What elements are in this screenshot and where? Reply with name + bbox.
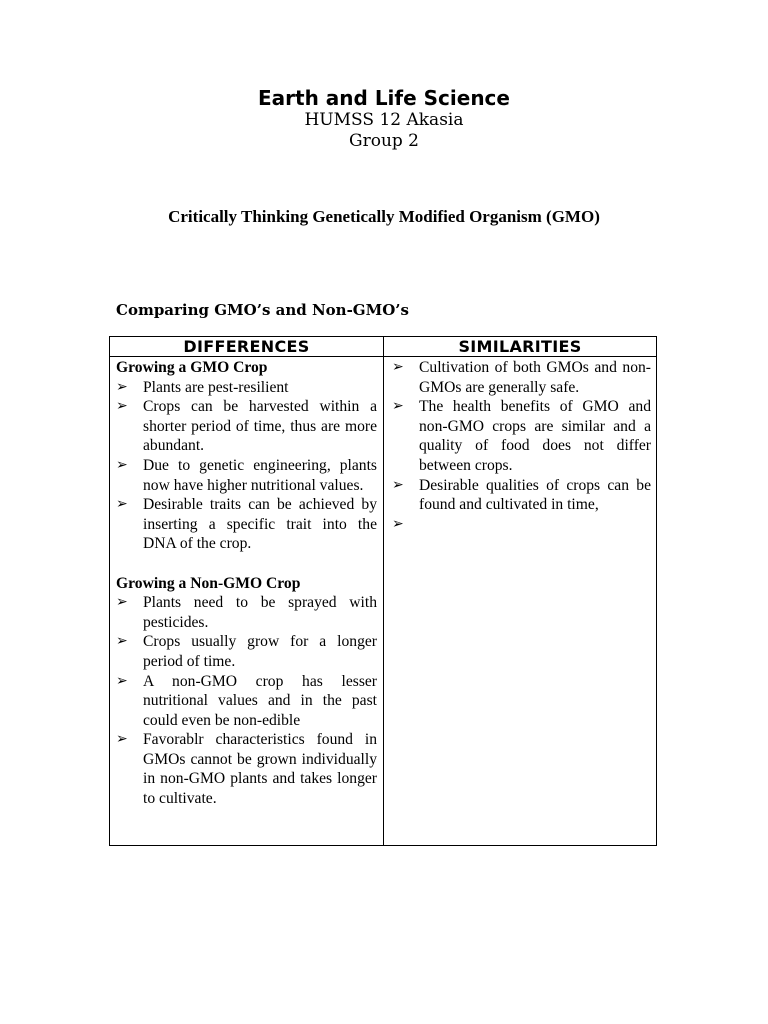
arrow-bullet-icon: ➢ — [116, 732, 128, 748]
list-item: ➢ Plants are pest-resilient — [116, 378, 289, 396]
arrow-bullet-icon: ➢ — [392, 360, 404, 375]
column-divider — [383, 337, 384, 845]
differences-header: DIFFERENCES — [183, 337, 310, 356]
arrow-bullet-icon: ➢ — [116, 399, 128, 415]
differences-cell — [116, 358, 377, 809]
list-item: ➢ Cultivation of both GMOs and non-GMOs are generally safe. — [392, 359, 651, 396]
list-item: ➢ Crops usually grow for a longer period of time. — [116, 633, 377, 670]
arrow-bullet-icon: ➢ — [116, 595, 128, 611]
list-item: ➢ Desirable traits can be achieved by inserting a specific trait into the DNA of the crop. — [116, 496, 377, 553]
arrow-bullet-icon: ➢ — [116, 379, 128, 395]
section-heading: Comparing GMO’s and Non-GMO’s — [116, 301, 409, 319]
list-item: ➢ Favorablr characteristics found in GMOs cannot be grown individually in non-GMO plants and takes longer to cultivate. — [116, 731, 377, 808]
gmo-crop-title: Growing a GMO Crop — [116, 359, 268, 376]
arrow-bullet-icon: ➢ — [392, 477, 404, 493]
topic-heading: Critically Thinking Genetically Modified Organism (GMO) — [168, 207, 600, 226]
list-item: ➢ Crops can be harvested within a shorter period of time, thus are more abundant. — [116, 398, 377, 455]
non-gmo-crop-list — [116, 593, 377, 809]
list-item: ➢ The health benefits of GMO and non-GMO crops are similar and a quality of food does not differ between crops. — [392, 398, 651, 474]
class-name: HUMSS 12 Akasia — [304, 110, 464, 130]
header-divider — [110, 356, 656, 357]
list-item: ➢ Desirable qualities of crops can be found and cultivated in time, — [392, 476, 651, 514]
arrow-bullet-icon: ➢ — [116, 673, 128, 689]
group-name: Group 2 — [349, 131, 419, 151]
arrow-bullet-icon: ➢ — [116, 457, 128, 473]
list-item: ➢ Due to genetic engineering, plants now have higher nutritional values. — [116, 456, 377, 494]
comparison-table — [109, 336, 657, 846]
similarities-cell — [392, 358, 651, 534]
arrow-bullet-icon: ➢ — [116, 497, 128, 513]
similarities-list — [392, 358, 651, 534]
list-item — [392, 515, 651, 535]
non-gmo-crop-title: Growing a Non-GMO Crop — [116, 574, 301, 592]
arrow-bullet-icon: ➢ — [392, 516, 404, 532]
similarities-header: SIMILARITIES — [458, 337, 582, 356]
document-title: Earth and Life Science — [258, 86, 510, 110]
gmo-crop-list — [116, 378, 377, 554]
list-item: ➢ A non-GMO crop has lesser nutritional values and in the past could even be non-edible — [116, 672, 377, 729]
arrow-bullet-icon: ➢ — [116, 634, 128, 650]
arrow-bullet-icon: ➢ — [392, 399, 404, 415]
list-item: ➢ Plants need to be sprayed with pesticides. — [116, 594, 377, 631]
